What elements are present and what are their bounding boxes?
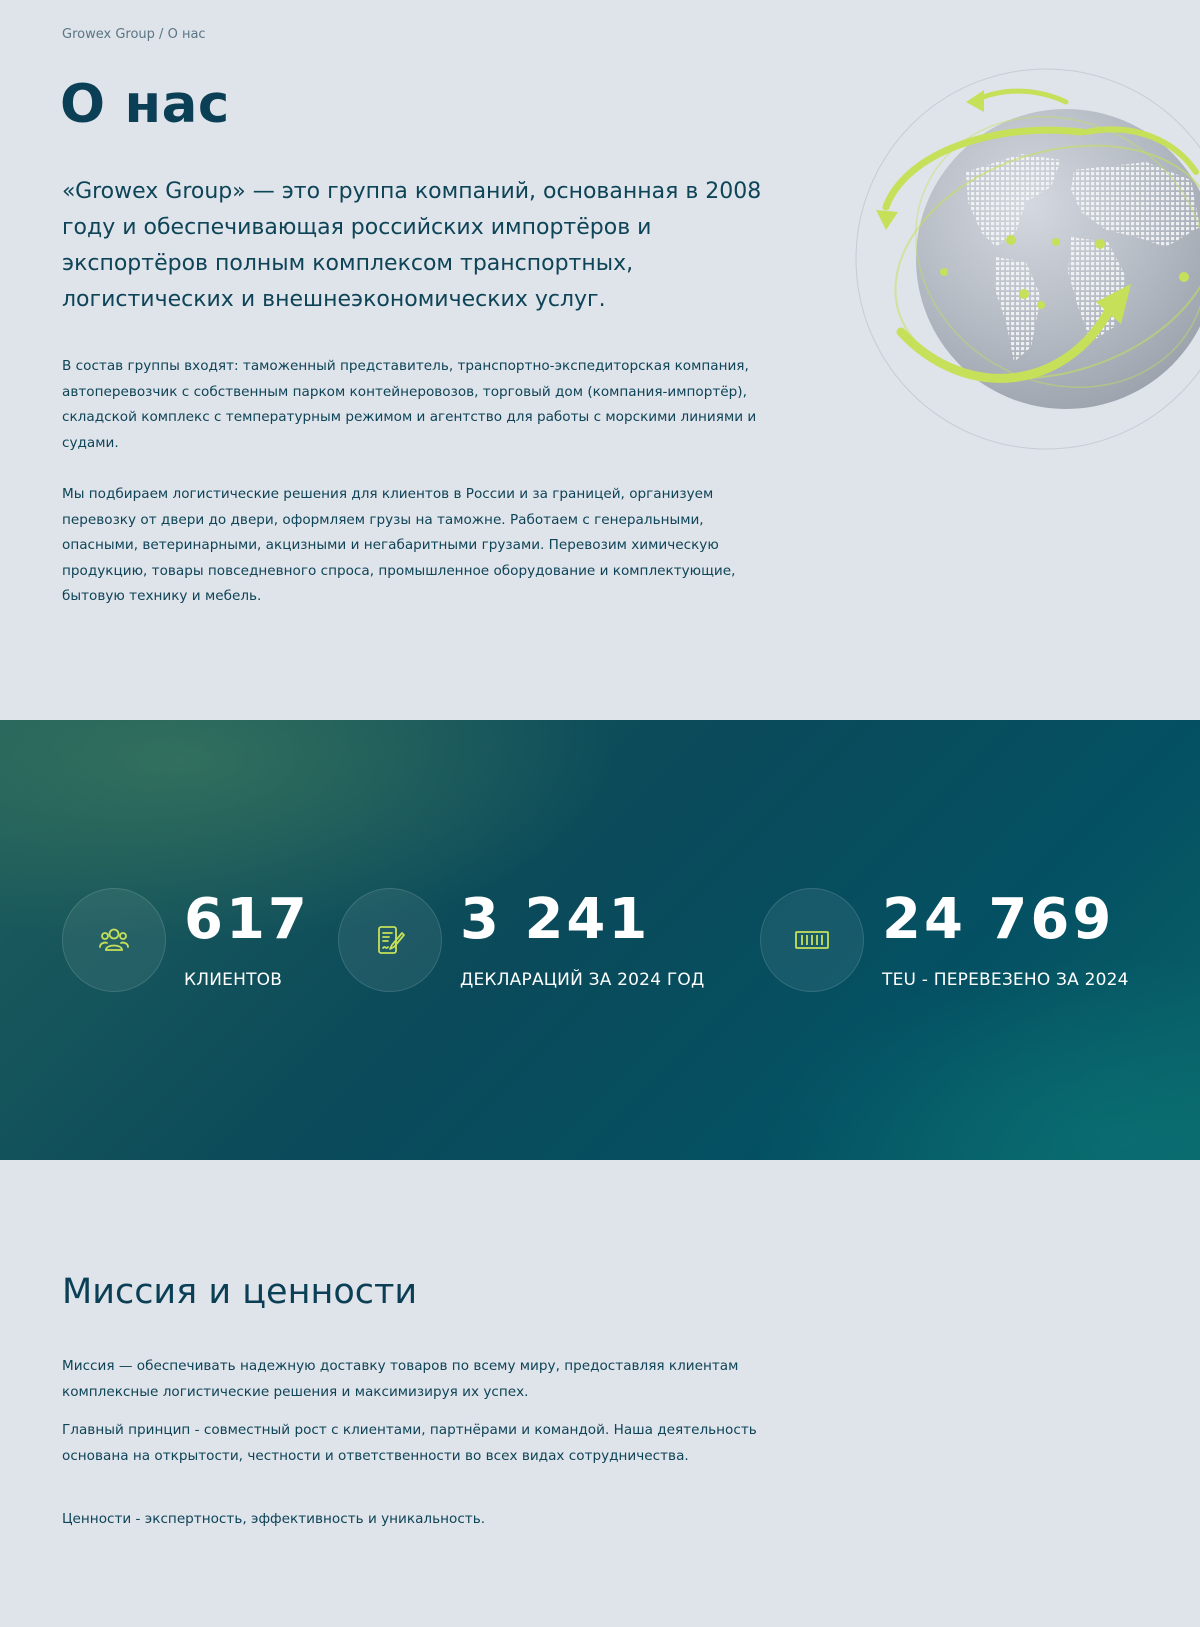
breadcrumb-current: О нас: [167, 27, 206, 42]
stat-clients-value: 617: [184, 887, 310, 952]
mission-title: Миссия и ценности: [62, 1272, 418, 1312]
users-icon: [62, 888, 166, 992]
stat-clients-label: КЛИЕНТОВ: [184, 970, 283, 990]
breadcrumb-home-link[interactable]: Growex Group: [62, 27, 155, 42]
stat-teu: [760, 888, 1190, 992]
document-sign-icon: [338, 888, 442, 992]
stat-declarations-value: 3 241: [460, 887, 651, 952]
breadcrumb-separator: /: [159, 27, 164, 42]
values-paragraph: Ценности - экспертность, эффективность и уникальность.: [62, 1511, 486, 1527]
stat-teu-value: 24 769: [882, 887, 1115, 952]
stats-band: [0, 720, 1200, 1160]
principle-paragraph: Главный принцип - совместный рост с клиентами, партнёрами и командой. Наша деятельность основана на открытости, честности и ответственности во всех видах сотрудничества.: [62, 1422, 757, 1464]
page-title: О нас: [60, 74, 230, 135]
breadcrumb: [62, 27, 206, 42]
stat-declarations: [338, 888, 738, 992]
stat-clients: [62, 888, 322, 992]
mission-paragraph: Миссия — обеспечивать надежную доставку товаров по всему миру, предоставляя клиентам комплексные логистические решения и максимизируя их успех.: [62, 1358, 739, 1400]
stat-declarations-label: ДЕКЛАРАЦИЙ ЗА 2024 ГОД: [460, 970, 705, 990]
globe-illustration: [846, 62, 1200, 452]
services-paragraph: Мы подбираем логистические решения для клиентов в России и за границей, организуем перевозку от двери до двери, оформляем грузы на таможне. Работаем с генеральными, опасными, ветеринарными, акцизными и негабаритными грузами. Перевозим химическую продукцию, товары повседневного спроса, промышленное оборудование и комплектующие, бытовую технику и мебель.: [62, 486, 736, 605]
lead-paragraph: «Growex Group» — это группа компаний, основанная в 2008 году и обеспечивающая российских импортёров и экспортёров полным комплексом транспортных, логистических и внешнеэкономических услуг.: [62, 179, 762, 312]
container-icon: [760, 888, 864, 992]
stat-teu-label: TEU - ПЕРЕВЕЗЕНО ЗА 2024: [882, 970, 1129, 990]
group-composition-paragraph: В состав группы входят: таможенный представитель, транспортно-экспедиторская компания, автоперевозчик с собственным парком контейнеровозов, торговый дом (компания-импортёр), складской комплекс с температурным режимом и агентство для работы с морскими линиями и судами.: [62, 358, 757, 451]
